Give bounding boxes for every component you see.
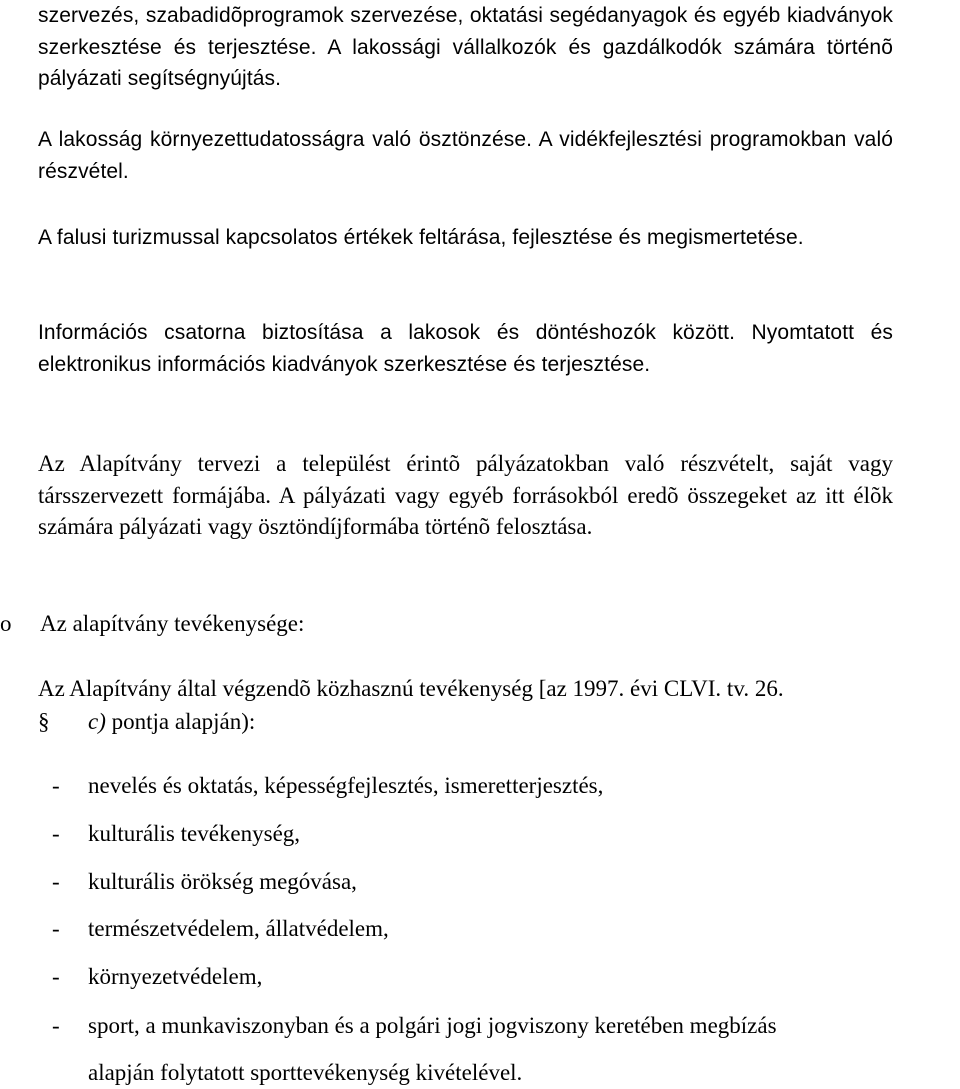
paragraph-environment: A lakosság környezettudatosságra való ösztönzése. A vidékfejlesztési programokban való részvétel. xyxy=(38,128,893,183)
list-item-text: természetvédelem, állatvédelem, xyxy=(88,916,389,941)
paragraph-tenders: Az Alapítvány tervezi a települést érintõ pályázatokban való részvételt, saját vagy társszervezett formájába. A pályázati vagy egyéb forrásokból eredõ összegeket az itt élõk számára pályázati vagy ösztöndíjformába történõ felosztása. xyxy=(38,451,893,539)
list-item-text: kulturális tevékenység, xyxy=(88,821,301,846)
legal-basis-line-2 xyxy=(38,706,255,737)
list-bullet-marker: o xyxy=(0,611,12,636)
legal-point-letter: c) xyxy=(88,709,106,734)
list-item-text: sport, a munkaviszonyban és a polgári jogi jogviszony keretében megbízás xyxy=(88,1013,777,1038)
paragraph-organizing: szervezés, szabadidõprogramok szervezése, oktatási segédanyagok és egyéb kiadványok szerkesztése és terjesztése. A lakossági vállalkozók és gazdálkodók számára történõ pályázati segítségnyújtás. xyxy=(38,4,893,90)
list-item-continuation: alapján folytatott sporttevékenység kivételével. xyxy=(88,1060,523,1085)
legal-basis-rest: pontja alapján): xyxy=(105,709,256,734)
dash-marker: - xyxy=(52,773,60,798)
paragraph-information: Információs csatorna biztosítása a lakosok és döntéshozók között. Nyomtatott és elektronikus információs kiadványok szerkesztése és terjesztése. xyxy=(38,321,893,376)
legal-basis-line-1: Az Alapítvány által végzendõ közhasznú tevékenység [az 1997. évi CLVI. tv. 26. xyxy=(38,676,784,701)
dash-marker: - xyxy=(52,964,60,989)
list-item-text: nevelés és oktatás, képességfejlesztés, ismeretterjesztés, xyxy=(88,773,604,798)
dash-marker: - xyxy=(52,821,60,846)
section-sign: § xyxy=(38,709,50,734)
list-item-text: kulturális örökség megóvása, xyxy=(88,869,357,894)
paragraph-tourism: A falusi turizmussal kapcsolatos értékek feltárása, fejlesztése és megismertetése. xyxy=(38,226,804,249)
dash-marker: - xyxy=(52,916,60,941)
dash-marker: - xyxy=(52,1013,60,1038)
section-heading: Az alapítvány tevékenysége: xyxy=(40,611,305,636)
dash-marker: - xyxy=(52,869,60,894)
list-item-text: környezetvédelem, xyxy=(88,964,263,989)
